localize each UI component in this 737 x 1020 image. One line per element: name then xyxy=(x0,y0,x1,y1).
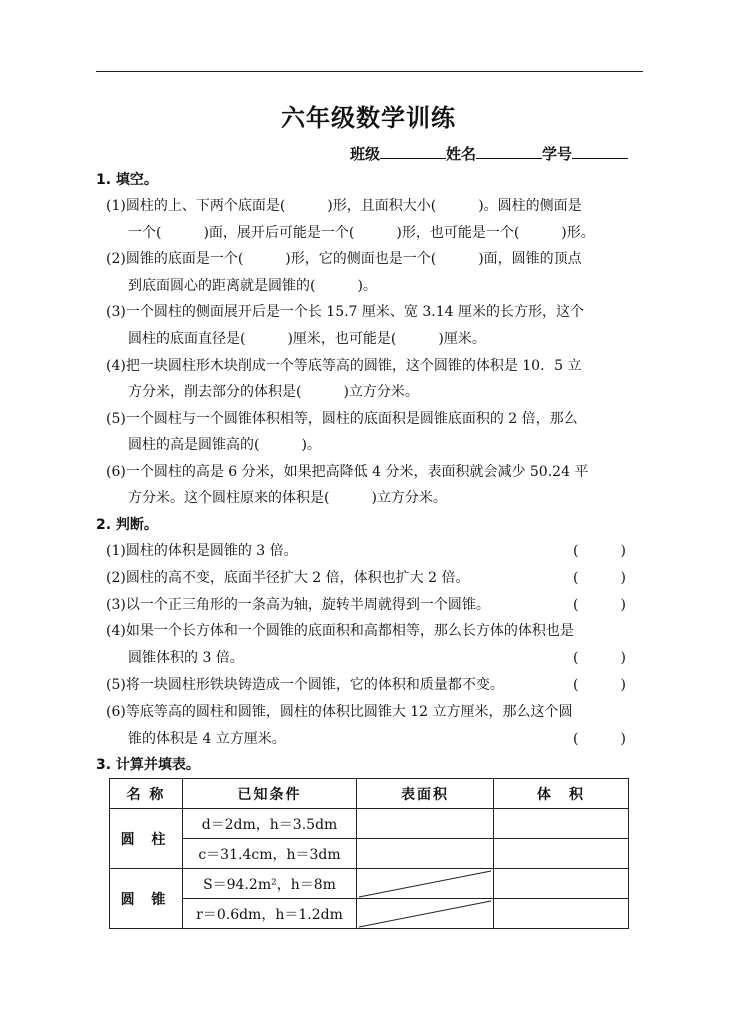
header-conditions: 已知条件 xyxy=(183,779,357,809)
id-label: 学号 xyxy=(542,145,573,163)
answer-paren[interactable]: ( ) xyxy=(573,731,626,747)
top-rule xyxy=(96,71,643,72)
answer-paren[interactable]: ( ) xyxy=(573,570,626,586)
header-name: 名 称 xyxy=(110,779,183,809)
student-info xyxy=(350,143,628,164)
section1-heading: 1. 填空。 xyxy=(96,172,158,188)
class-label: 班级 xyxy=(350,145,381,163)
answer-paren[interactable]: ( ) xyxy=(573,677,626,693)
judge-line: (5)将一块圆柱形铁块铸造成一个圆锥，它的体积和质量都不变。 xyxy=(106,677,504,693)
header-volume: 体 积 xyxy=(494,779,629,809)
answer-paren[interactable]: ( ) xyxy=(573,650,626,666)
class-blank[interactable] xyxy=(380,144,446,159)
fill-line: 方分米。这个圆柱原来的体积是( )立方分米。 xyxy=(128,490,447,506)
calc-table xyxy=(109,778,629,929)
volume-cell[interactable] xyxy=(494,899,629,929)
judge-line: 圆锥体积的 3 倍。 xyxy=(128,650,244,666)
shape-name: 圆 锥 xyxy=(110,869,183,929)
table-row xyxy=(110,809,629,839)
fill-line: 圆柱的高是圆锥高的( )。 xyxy=(128,437,321,453)
condition-cell: S＝94.2m²，h＝8m xyxy=(183,869,357,899)
id-blank[interactable] xyxy=(572,144,628,159)
surface-area-cell[interactable] xyxy=(357,839,494,869)
fill-line: (5)一个圆柱与一个圆锥体积相等，圆柱的底面积是圆锥底面积的 2 倍，那么 xyxy=(106,411,578,427)
fill-line: 到底面圆心的距离就是圆锥的( )。 xyxy=(128,278,377,294)
section3-heading: 3. 计算并填表。 xyxy=(96,757,200,773)
fill-line: 一个( )面，展开后可能是一个( )形，也可能是一个( )形。 xyxy=(128,225,595,241)
surface-area-cell-crossed xyxy=(357,899,494,929)
surface-area-cell-crossed xyxy=(357,869,494,899)
fill-line: (4)把一块圆柱形木块削成一个等底等高的圆锥，这个圆锥的体积是 10．5 立 xyxy=(106,358,582,374)
answer-paren[interactable]: ( ) xyxy=(573,543,626,559)
judge-line: (6)等底等高的圆柱和圆锥，圆柱的体积比圆锥大 12 立方厘米，那么这个圆 xyxy=(106,704,573,720)
name-blank[interactable] xyxy=(476,144,542,159)
fill-line: 方分米，削去部分的体积是( )立方分米。 xyxy=(128,384,419,400)
fill-line: (2)圆锥的底面是一个( )形，它的侧面也是一个( )面，圆锥的顶点 xyxy=(106,251,582,267)
judge-line: 锥的体积是 4 立方厘米。 xyxy=(128,731,286,747)
volume-cell[interactable] xyxy=(494,839,629,869)
table-row xyxy=(110,839,629,869)
judge-line: (1)圆柱的体积是圆锥的 3 倍。 xyxy=(106,543,298,559)
judge-line: (4)如果一个长方体和一个圆锥的底面积和高都相等，那么长方体的体积也是 xyxy=(106,623,574,639)
table-row xyxy=(110,899,629,929)
name-label: 姓名 xyxy=(446,145,477,163)
section2-heading: 2. 判断。 xyxy=(96,517,158,533)
condition-cell: c＝31.4cm，h＝3dm xyxy=(183,839,357,869)
header-surface-area: 表面积 xyxy=(357,779,494,809)
table-header-row xyxy=(110,779,629,809)
fill-line: (6)一个圆柱的高是 6 分米，如果把高降低 4 分米，表面积就会减少 50.24 平 xyxy=(106,464,589,480)
volume-cell[interactable] xyxy=(494,809,629,839)
fill-line: 圆柱的底面直径是( )厘米，也可能是( )厘米。 xyxy=(128,331,486,347)
diagonal-slash xyxy=(357,869,493,899)
answer-paren[interactable]: ( ) xyxy=(573,597,626,613)
surface-area-cell[interactable] xyxy=(357,809,494,839)
judge-line: (2)圆柱的高不变，底面半径扩大 2 倍，体积也扩大 2 倍。 xyxy=(106,570,470,586)
page-title: 六年级数学训练 xyxy=(281,104,456,132)
fill-line: (1)圆柱的上、下两个底面是( )形，且面积大小( )。圆柱的侧面是 xyxy=(106,198,582,214)
table-row xyxy=(110,869,629,899)
fill-line: (3)一个圆柱的侧面展开后是一个长 15.7 厘米、宽 3.14 厘米的长方形，这个 xyxy=(106,304,584,320)
volume-cell[interactable] xyxy=(494,869,629,899)
shape-name: 圆 柱 xyxy=(110,809,183,869)
judge-line: (3)以一个正三角形的一条高为轴，旋转半周就得到一个圆锥。 xyxy=(106,597,490,613)
condition-cell: d＝2dm，h＝3.5dm xyxy=(183,809,357,839)
diagonal-slash xyxy=(357,899,493,929)
condition-cell: r＝0.6dm，h＝1.2dm xyxy=(183,899,357,929)
